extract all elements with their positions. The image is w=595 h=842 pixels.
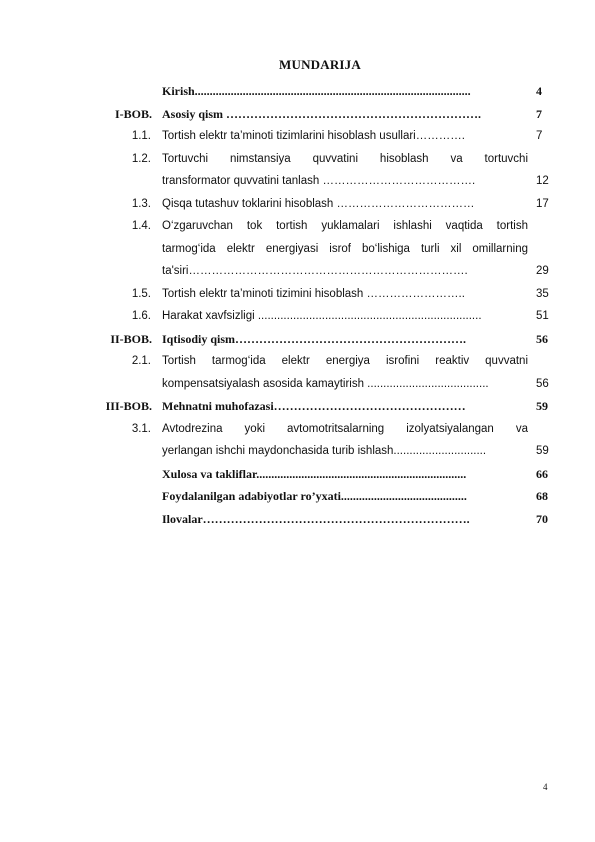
- toc-entry-title-line: Iqtisodiy qism………………………………………………….: [162, 331, 467, 346]
- toc-entry-title: [162, 350, 528, 395]
- toc-entry: [0, 508, 595, 531]
- toc-entry: [0, 215, 595, 283]
- toc-entry: [0, 125, 595, 148]
- toc-entry: [0, 350, 595, 395]
- toc-entry-page: 56: [536, 377, 549, 390]
- toc-entry-title-line: kompensatsiyalash asosida kamaytirish ......................................: [162, 377, 489, 390]
- toc-entry-title: [162, 80, 528, 103]
- toc-entry-title-line: Ilovalar………………………………………………………….: [162, 511, 470, 526]
- toc-entry-title-line: Harakat xavfsizligi ......................................................................: [162, 310, 482, 322]
- toc-entry-title-line: Tortuvchi nimstansiya quvvatini hisoblash va tortuvchi: [162, 152, 528, 165]
- toc-entry: [0, 80, 595, 103]
- toc-entry-number: 1.4.: [131, 220, 151, 232]
- toc-entry-page: 66: [536, 466, 548, 481]
- toc-entry: [0, 328, 595, 351]
- toc-entry-page: 17: [536, 197, 549, 210]
- toc-entry-title-line: ta'siri……………………………………………………………….: [162, 265, 468, 277]
- page-title: MUNDARIJA: [279, 57, 361, 72]
- toc-entry-title: [162, 215, 528, 283]
- toc-entry-title-line: Qisqa tutashuv toklarini hisoblash ………………………………: [162, 197, 475, 210]
- toc-entry-title: [162, 283, 528, 306]
- toc-entry-title: [162, 418, 528, 463]
- toc-entry-number: 3.1.: [131, 422, 151, 435]
- toc-entry-number: 1.1.: [131, 130, 151, 142]
- toc-entry-page: 7: [536, 106, 542, 121]
- toc-entry-number: I-BOB.: [114, 106, 152, 121]
- toc-entry-number: 2.1.: [131, 355, 151, 367]
- toc-entry: [0, 283, 595, 306]
- toc-entry-number: II-BOB.: [110, 331, 152, 346]
- toc-entry: [0, 418, 595, 463]
- toc-entry: [0, 485, 595, 508]
- toc-entry: [0, 395, 595, 418]
- toc-entry-page: 35: [536, 287, 549, 300]
- toc-entry-title: [162, 148, 528, 193]
- toc-entry-page: 7: [536, 130, 543, 142]
- toc-entry: [0, 148, 595, 193]
- toc-entry-title-line: yerlangan ishchi maydonchasida turib ishlash.............................: [162, 445, 487, 457]
- toc-entry-title-line: Tortish elektr ta’minoti tizimini hisoblash ……………………..: [162, 287, 465, 300]
- toc-entry-number: III-BOB.: [105, 399, 152, 413]
- toc-entry-title-line: Mehnatni muhofazasi…………………………………………: [162, 399, 466, 413]
- footer-page-number: 4: [543, 782, 548, 792]
- toc-entry-page: 51: [536, 310, 549, 322]
- toc-entry-page: 4: [536, 84, 542, 98]
- toc-entry-page: 56: [536, 331, 548, 346]
- toc-entry: [0, 193, 595, 216]
- toc-entry-page: 12: [536, 175, 549, 187]
- toc-entry-page: 70: [536, 511, 548, 526]
- toc-entry-title-line: Tortish elektr ta’minoti tizimlarini hisoblash usullari………….: [162, 130, 465, 142]
- toc-entry-page: 59: [536, 399, 548, 413]
- toc-entry: [0, 463, 595, 486]
- toc-entry-title-line: Xulosa va takliflar......................................................................: [162, 466, 467, 481]
- toc-entry-title-line: Foydalanilgan adabiyotlar ro’yxati..........................................: [162, 489, 467, 503]
- toc-entry-number: 1.5.: [131, 287, 151, 300]
- toc-entry: [0, 305, 595, 328]
- toc-entry-title: [162, 508, 528, 531]
- toc-entry-title: [162, 305, 528, 328]
- toc-entry-title-line: Kirish............................................................................................: [162, 84, 471, 98]
- toc-entry-title: [162, 463, 528, 486]
- toc-entry-title-line: Asosiy qism ……………………………………………………….: [162, 106, 482, 121]
- toc-entry-title-line: Tortish tarmog‘ida elektr energiya isrofini reaktiv quvvatni: [162, 355, 528, 367]
- toc-entry-title-line: transformator quvvatini tanlash ………………………………….: [162, 175, 476, 187]
- toc-entry-title-line: Avtodrezina yoki avtomotritsalarning izolyatsiyalangan va: [162, 422, 528, 435]
- toc-entry-page: 59: [536, 445, 549, 457]
- toc-entry-title-line: O‘zgaruvchan tok tortish yuklamalari ishlashi vaqtida tortish: [162, 220, 528, 232]
- toc-entry-title: [162, 193, 528, 216]
- toc-entry-page: 29: [536, 265, 549, 277]
- toc-entry-title-line: tarmog‘ida elektr energiyasi isrof bo‘lishiga turli xil omillarning: [162, 242, 528, 255]
- toc-entry-number: 1.2.: [131, 152, 151, 165]
- toc-entry-number: 1.3.: [131, 197, 151, 210]
- toc-entry-number: 1.6.: [131, 310, 151, 322]
- toc-entry: [0, 103, 595, 126]
- toc-entry-title: [162, 328, 528, 351]
- toc-entry-page: 68: [536, 489, 548, 503]
- toc-entry-title: [162, 103, 528, 126]
- toc-entry-title: [162, 125, 528, 148]
- toc-entry-title: [162, 485, 528, 508]
- toc-entry-title: [162, 395, 528, 418]
